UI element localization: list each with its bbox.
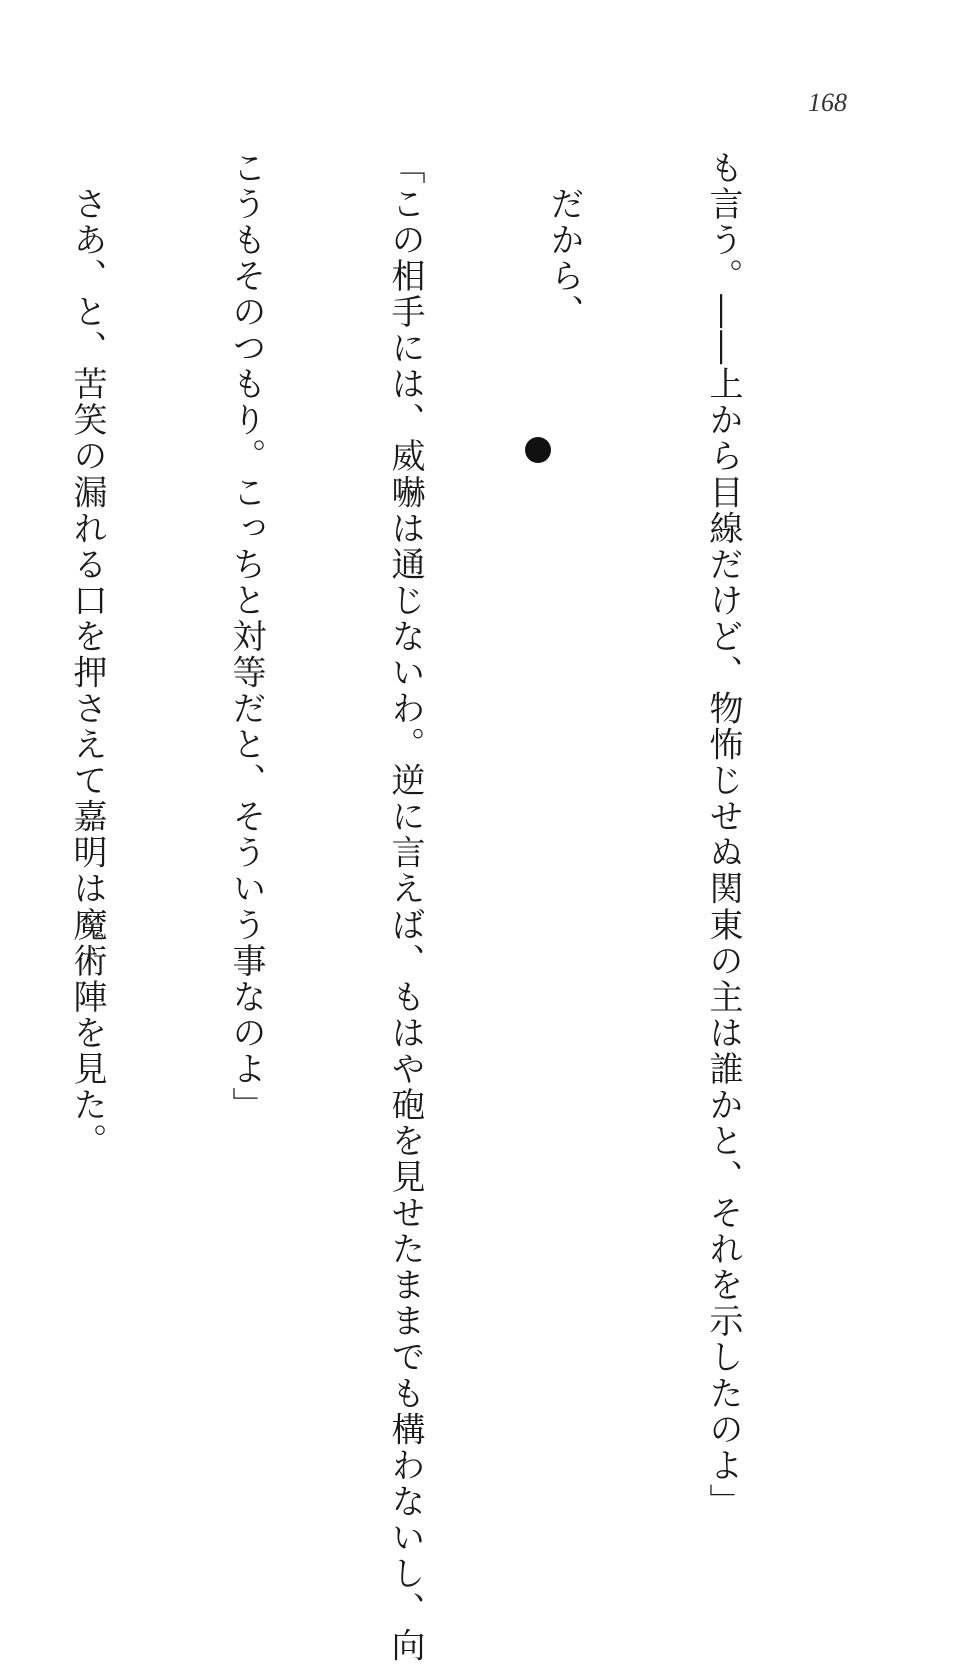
page-number: 168 [808, 88, 847, 117]
body-text [0, 150, 855, 1664]
text-line: さあ、と、苦笑の漏れる口を押さえて嘉明は魔術陣を見た。 [67, 150, 107, 1160]
text-line: こうもそのつもり。こっちと対等だと、そういう事なのよ」 [226, 150, 266, 1124]
text-line: だから、 [544, 150, 584, 331]
text-line: も言う。――上から目線だけど、物怖じせぬ関東の主は誰かと、それを示したのよ」 [703, 150, 743, 1520]
text-line: 「この相手には、威嚇は通じないわ。逆に言えば、もはや砲を見せたままでも構わないし、向 [385, 150, 425, 1664]
